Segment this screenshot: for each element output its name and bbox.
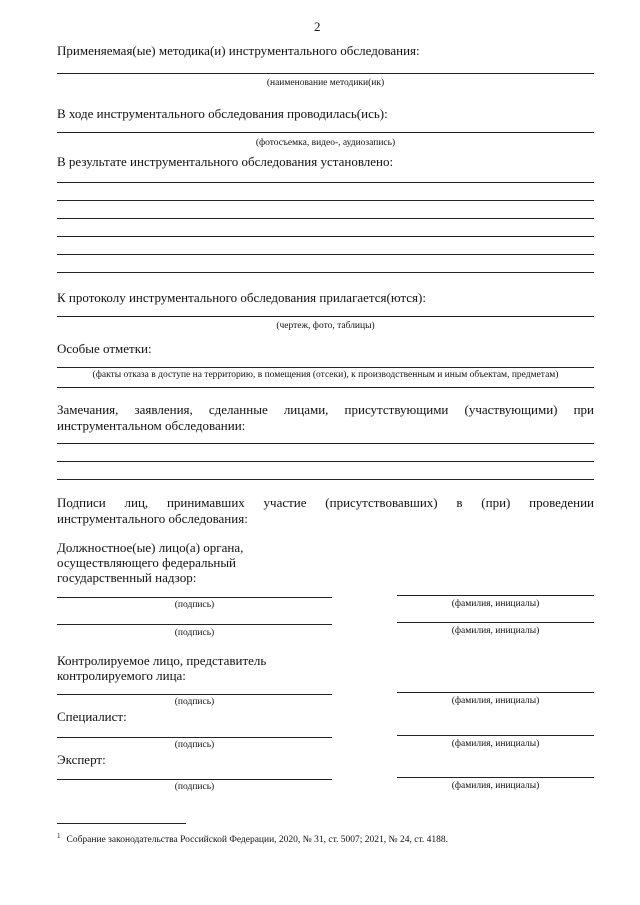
expert-label: Эксперт: [57,752,106,767]
official-name-caption-2: (фамилия, инициалы) [451,626,540,636]
official-signature-caption-1: (подпись) [174,600,215,610]
signatures-intro-line-1: Подписи лиц, принимавших участие (присутствовавших) в (при) проведении [57,495,594,510]
findings-line-1[interactable] [57,182,594,183]
official-label-2: осуществляющего федеральный [57,555,237,570]
attachments-caption: (чертеж, фото, таблицы) [276,321,375,331]
official-name-line-1[interactable] [397,595,594,596]
remarks-line-1: Замечания, заявления, сделанные лицами, присутствующими (участвующими) при [57,402,594,417]
official-signature-line-2[interactable] [57,624,332,625]
remarks-field-line-3[interactable] [57,479,594,480]
footnote [57,830,448,846]
official-signature-line-1[interactable] [57,597,332,598]
special-notes-label: Особые отметки: [57,341,152,356]
findings-line-3[interactable] [57,218,594,219]
attachments-field-line[interactable] [57,316,594,317]
official-name-caption-1: (фамилия, инициалы) [451,599,540,609]
controlled-signature-line[interactable] [57,694,332,695]
specialist-label: Специалист: [57,709,127,724]
specialist-signature-caption: (подпись) [174,740,215,750]
expert-signature-caption: (подпись) [174,782,215,792]
official-signature-caption-2: (подпись) [174,628,215,638]
specialist-name-line[interactable] [397,735,594,736]
remarks-field-line-2[interactable] [57,461,594,462]
page-number: 2 [314,19,321,34]
findings-line-5[interactable] [57,254,594,255]
special-notes-line-2[interactable] [57,387,594,388]
controlled-label-1: Контролируемое лицо, представитель [57,653,267,668]
controlled-label-2: контролируемого лица: [57,668,186,683]
expert-signature-line[interactable] [57,779,332,780]
recording-label: В ходе инструментального обследования проводилась(ись): [57,106,388,121]
findings-label: В результате инструментального обследования установлено: [57,154,394,169]
official-label-3: государственный надзор: [57,570,197,585]
expert-name-line[interactable] [397,777,594,778]
special-notes-field-line[interactable] [57,367,594,368]
recording-caption: (фотосъемка, видео-, аудиозапись) [255,138,396,148]
findings-line-4[interactable] [57,236,594,237]
remarks-field-line-1[interactable] [57,443,594,444]
footnote-marker: 1 [57,832,61,840]
attachments-label: К протоколу инструментального обследования прилагается(ются): [57,290,426,305]
signatures-intro-line-2: инструментального обследования: [57,511,248,526]
footnote-text: Собрание законодательства Российской Федерации, 2020, № 31, ст. 5007; 2021, № 24, ст. 4188. [66,835,449,846]
specialist-name-caption: (фамилия, инициалы) [451,739,540,749]
official-name-line-2[interactable] [397,622,594,623]
controlled-signature-caption: (подпись) [174,697,215,707]
methodology-field-line[interactable] [57,73,594,74]
specialist-signature-line[interactable] [57,737,332,738]
expert-name-caption: (фамилия, инициалы) [451,781,540,791]
remarks-line-2: инструментальном обследовании: [57,418,246,433]
controlled-name-caption: (фамилия, инициалы) [451,696,540,706]
methodology-label: Применяемая(ые) методика(и) инструментального обследования: [57,43,420,58]
special-notes-caption: (факты отказа в доступе на территорию, в помещения (отсеки), к производственным и иным объектам, предметам) [92,370,559,380]
findings-line-6[interactable] [57,272,594,273]
official-label-1: Должностное(ые) лицо(а) органа, [57,540,244,555]
findings-line-2[interactable] [57,200,594,201]
footnote-separator [57,823,186,824]
controlled-name-line[interactable] [397,692,594,693]
methodology-caption: (наименование методики(ик) [266,78,385,88]
recording-field-line[interactable] [57,132,594,133]
